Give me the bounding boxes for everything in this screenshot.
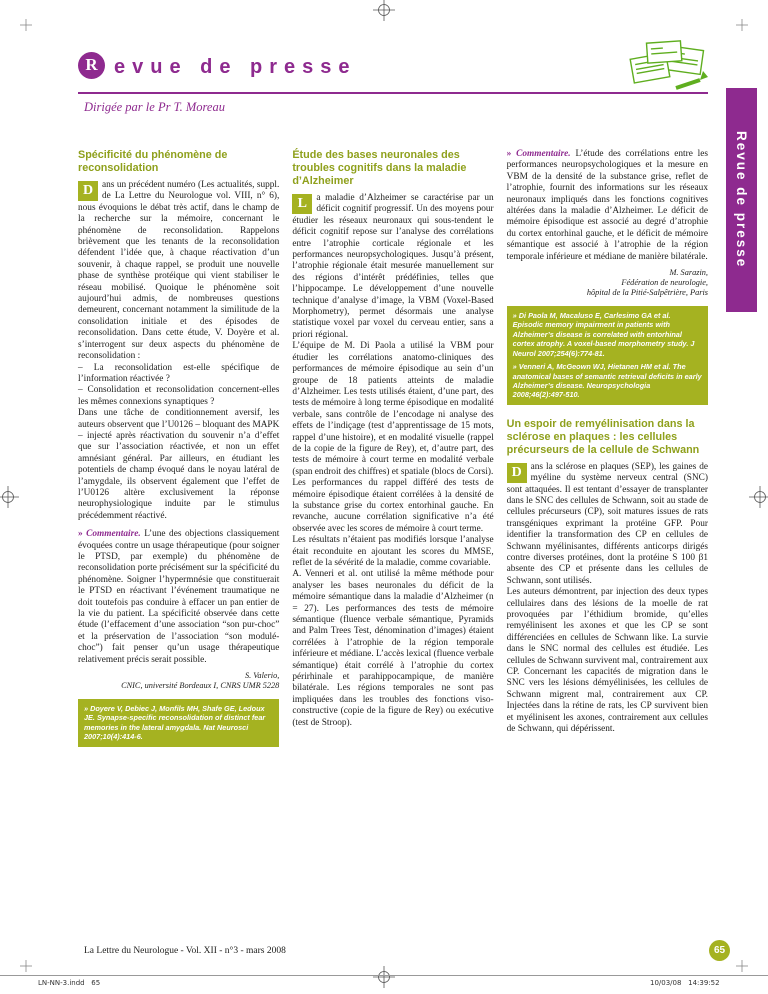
article-2-paragraph-5: A. Venneri et al. ont utilisé la même méthode pour analyser les bases neuronales du déficit de la mémoire sémantique dans la maladie d’Alzheimer (n = 27). Les performances des tests de mémoire sémantique (fluence verbale sémantique, Pyramids and Palm Trees Test, dénomination d’images) étaient corrélées à l’atrophie de la région temporale inférieure et médiane. L’accès lexical (fluence verbale sémantique) était corrélé à l’atrophie du cortex périrhinale et parahippocampique, de manière bilatérale. Les régions temporales ne sont pas impliquées dans les troubles des fonctions viso-constructive (copie de la figure de Rey) ou exécutive (test de Stroop). <box>292 569 494 728</box>
registration-mark-bottom <box>373 966 395 993</box>
section-banner-label: Revue de presse <box>734 131 749 269</box>
article-2-paragraph-2: L’équipe de M. Di Paola a utilisé la VBM pour étudier les corrélations anatomo-cliniques des performances de mémoire épisodique au sein d’un groupe de 18 patients atteints de maladie d’Alzheimer. Les tests utilisés étaient, d’une part, des tests de mémoire à long terme épisodique en modalité verbale, sans contrôle de l’encodage ni analyse des effets de l’indiçage (test d’apprentissage de 15 mots, rappel d’une histoire), et en modalité visuelle (rappel de la copie de la figure de Rey), et, d’autre part, des tests de mémoire à court terme en modalité verbale (span endroit des chiffres) et spatiale (blocs de Corsi). <box>292 341 494 477</box>
page-title: evue de presse <box>114 56 357 78</box>
journal-footer: La Lettre du Neurologue - Vol. XII - n°3 - mars 2008 <box>84 946 286 956</box>
article-columns <box>78 149 708 747</box>
dropcap-letter: D <box>78 181 98 201</box>
registration-mark-right <box>749 486 768 513</box>
signature-affiliation: Fédération de neurologie, <box>621 278 708 288</box>
article-3-paragraph-2: Les auteurs démontrent, par injection des deux types cellulaires dans des lésions de la moelle de rat provoquées par l’éthidium bromide, qu’elles remyélinisent les axones et que les CP se sont différenciées en cellules de Schwann like. La survie dans le SNC normal des cellules est étudiée. Les cellules de Schwann survivent mal, contrairement aux CP. Concernant les capacités de migration dans le SNC vers les lésions démyélinisées, les cellules de Schwann migrent mal, contrairement aux CP. Injectées dans la rétine de rats, les CP survivent bien et myélinisent les axones, contrairement aux cellules de Schwann, qui dépérissent. <box>506 587 708 735</box>
print-filename: LN-NN-3.indd 65 <box>38 979 101 987</box>
dropcap-letter: D <box>507 463 527 483</box>
column-2 <box>292 149 493 747</box>
article-2-paragraph-3: Les performances du rappel différé des tests de mémoire épisodique étaient corrélées à la densité de la substance grise du cortex entorhinal gauche. En revanche, aucune corrélation significative n’a été observée avec les scores de mémoire à court terme. <box>292 478 494 534</box>
dropcap-letter: L <box>292 194 312 214</box>
logo-letter: R <box>85 55 98 74</box>
comment-text: L’étude des corrélations entre les performances neuropsychologiques et la mesure en VBM de la densité de la substance grise, reflet de l’atrophie, fournit des informations sur les réseaux neuronaux impliqués dans les fonctions cognitives altérées dans la maladie d’Alzheimer. Le déficit de mémoire épisodique est associé au degré d’atrophie du cortex entorhinal gauche, et le déficit de mémoire sémantique est associé à l’atrophie de la région temporale inférieure et médiane de manière bilatérale. <box>506 149 708 262</box>
article-3-title: Un espoir de remyélinisation dans la sclérose en plaques : les cellules précurseurs de la cellule de Schwann <box>506 417 700 456</box>
comment-marker-icon: » <box>506 149 512 159</box>
article-3-paragraph-1 <box>507 462 708 587</box>
reference-entry: » Doyere V, Debiec J, Monfils MH, Shafe GE, Ledoux JE. Synapse-specific reconsolidation of distinct fear memories in the lateral amygdala. Nat Neurosci 2007;10(4):414-6. <box>84 704 266 742</box>
article-1-paragraph-1 <box>78 180 279 363</box>
paragraph-text: a maladie d’Alzheimer se caractérise par un déficit cognitif progressif. Un des moyens pour étudier les réseaux neuronaux qui sous-tendent le déficit cognitif repose sur l’analyse des corrélations entre l’atrophie corticale régionale et les performances neuropsychologiques. Jusqu’à présent, l’atrophie régionale était mesurée manuellement sur des régions d’intérêt prédéfinies, telles que l’hippocampe. Le développement d’une nouvelle technique d’analyse d’image, la VBM (Voxel-Based Morphometry), permet désormais une analyse statistique voxel par voxel du cerveau entier, sans a priori régional. <box>292 193 494 340</box>
crop-mark-top-left <box>20 18 32 36</box>
comment-text: L’une des objections classiquement évoquées contre un usage thérapeutique (pour soigner le PTSD, par exemple) du phénomène de reconsolidation porte précisément sur la spécificité du phénomène. Soigner l’hypermnésie que constituerait le PTSD en réactivant l’événement traumatique ne doit toutefois pas conduire à effacer un pan entier de la vie du patient. La spécificité observée dans cette étude (l’effacement d’une association “son pur-choc” et la préservation de l’association “son modulé-choc”) fait penser qu’un usage thérapeutique relativement précis serait possible. <box>78 529 280 665</box>
section-banner <box>726 88 757 312</box>
reference-entry: » Venneri A, McGeown WJ, Hietanen HM et al. The anatomical bases of semantic retrieval deficits in early Alzheimer’s disease. Neuropsychologia 2008;46(2):497-510. <box>512 362 702 400</box>
article-1-dash-item-2: – Consolidation et reconsolidation concernent-elles les mêmes connexions synaptiques ? <box>78 385 280 407</box>
article-1-reference-box <box>78 699 279 747</box>
article-2-comment <box>507 149 708 263</box>
signature-affiliation: hôpital de la Pitié-Salpêtrière, Paris <box>586 288 708 298</box>
registration-mark-top <box>373 0 395 26</box>
header-rule <box>78 92 708 94</box>
signature-name: M. Sarazin, <box>669 268 708 278</box>
reference-entry: » Di Paola M, Macaluso E, Carlesimo GA et al. Episodic memory impairment in patients with Alzheimer’s disease is correlated with entorhinal cortex atrophy. A voxel-based morphometry study. J Neurol 2007;254(6):774-81. <box>512 311 695 358</box>
comment-marker-icon: » <box>78 529 83 540</box>
journal-logo <box>78 52 105 79</box>
page-number-badge: 65 <box>709 940 730 961</box>
article-2-paragraph-1 <box>292 193 493 341</box>
paragraph-text: ans un précédent numéro (Les actualités, suppl. de La Lettre du Neurologue vol. VIII, n° 6), nous évoquions le débat très actif, dans le champ de la recherche sur la mémoire, concernant le phénomène de reconsolidation. Rappelons brièvement que les tenants de la reconsolidation défendent l’idée que, à chaque réactivation d’un souvenir, à chaque rappel, se produit une nouvelle phase de synthèse protéique qui vient stabiliser le réseau mobilisé. Quoique le phénomène soit aujourd’hui admis, de nombreuses questions demeurent, concernant notamment la similitude de la consolidation initiale et des épisodes de reconsolidation. Dans cette étude, V. Doyère et al. s’interrogent sur deux aspects du phénomène de reconsolidation : <box>78 180 280 362</box>
article-2-paragraph-4: Les résultats n’étaient pas modifiés lorsque l’analyse était reconduite en ajoutant les scores du MMSE, reflet de la sévérité de la maladie, comme covariable. <box>292 535 494 568</box>
column-3 <box>507 149 708 747</box>
article-2-title: Étude des bases neuronales des troubles cognitifs dans la maladie d’Alzheimer <box>292 149 467 187</box>
bottom-divider <box>0 975 768 976</box>
article-1-paragraph-2: Dans une tâche de conditionnement aversif, les auteurs observent que l’U0126 – bloquant des MAPK – injecté après réactivation du souvenir n’a d’effet que sur l’association réactivée, et non un effet amnésiant général. Par ailleurs, en étudiant les potentiels de champ évoqué dans le noyau latéral de l’amygdale, ils observent également que l’effet de l’U0126 altère exclusivement la réponse neurophysiologique induite par le stimulus précédemment réactivé. <box>78 408 280 521</box>
crop-mark-top-right <box>736 18 748 36</box>
article-1-dash-item-1: – La reconsolidation est-elle spécifique de l’information réactivée ? <box>78 362 280 384</box>
column-1 <box>78 149 279 747</box>
edited-by-line: Dirigée par le Pr T. Moreau <box>84 100 225 114</box>
paragraph-text: ans la sclérose en plaques (SEP), les gaines de myéline du système nerveux central (SNC) sont attaquées. Il est tentant d’essayer de transplanter dans le SNC des cellules de Schwann, soit au stade de cellules précurseurs (CP), soit matures issues de rats transgéniques exprimant la protéine GFP. Pour identifier la transformation des CP en cellules de Schwann myélinisantes, différents anticorps dirigés contre diverses protéines, dont la protéine S 100 β1 absente des CP et présente dans les cellules de Schwann, sont utilisés. <box>506 461 708 586</box>
comment-label: Commentaire. <box>86 529 141 540</box>
signature-name: S. Valerio, <box>244 671 280 681</box>
article-1-title: Spécificité du phénomène de reconsolidation <box>78 149 228 174</box>
papers-pencil-illustration <box>620 40 710 96</box>
article-1-comment <box>78 529 279 666</box>
article-1-signature <box>78 671 279 691</box>
print-timestamp: 10/03/08 14:39:52 <box>650 979 720 987</box>
article-2-signature <box>507 268 708 298</box>
signature-affiliation: CNIC, université Bordeaux I, CNRS UMR 5228 <box>121 681 280 691</box>
registration-mark-left <box>0 486 19 513</box>
article-2-reference-box <box>507 306 708 405</box>
comment-label: Commentaire. <box>516 149 571 159</box>
